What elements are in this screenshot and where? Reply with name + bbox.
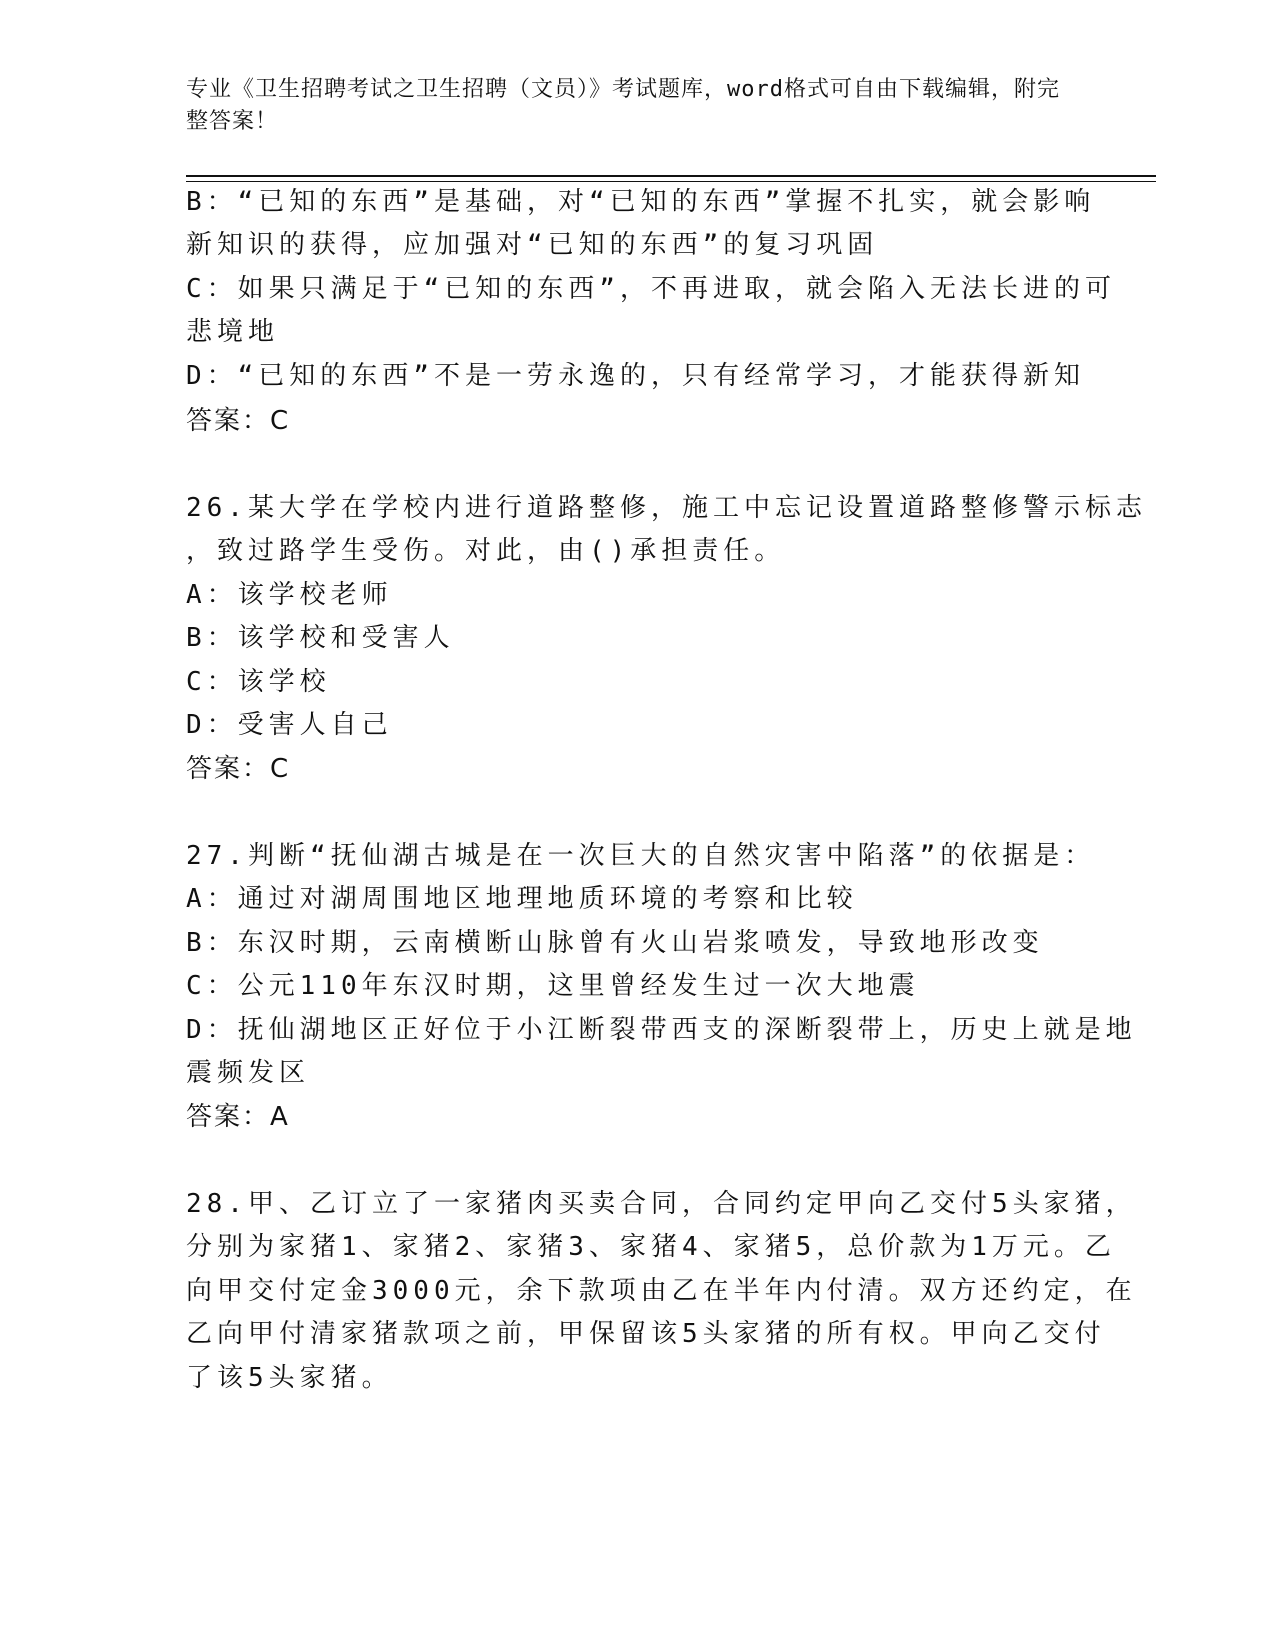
- q25-option-c-line1: C：如果只满足于“已知的东西”，不再进取，就会陷入无法长进的可: [186, 274, 1116, 304]
- q26-option-c: C：该学校: [186, 667, 331, 697]
- q28-stem-line3: 向甲交付定金3000元，余下款项由乙在半年内付清。双方还约定，在: [186, 1276, 1137, 1306]
- q26-option-a: A：该学校老师: [186, 580, 393, 610]
- q26-option-b: B：该学校和受害人: [186, 623, 455, 653]
- q27-option-d-line1: D：抚仙湖地区正好位于小江断裂带西支的深断裂带上，历史上就是地: [186, 1015, 1137, 1045]
- q26-stem-line1: 26.某大学在学校内进行道路整修，施工中忘记设置道路整修警示标志: [186, 493, 1147, 523]
- q25-option-d: D：“已知的东西”不是一劳永逸的，只有经常学习，才能获得新知: [186, 361, 1085, 391]
- q27-option-d-line2: 震频发区: [186, 1058, 311, 1088]
- q26-stem-line2: ，致过路学生受伤。对此，由()承担责任。: [186, 536, 786, 566]
- q25-option-b-line2: 新知识的获得，应加强对“已知的东西”的复习巩固: [186, 230, 879, 260]
- q26-option-d: D：受害人自己: [186, 710, 393, 740]
- q27-option-b: B：东汉时期，云南横断山脉曾有火山岩浆喷发，导致地形改变: [186, 928, 1044, 958]
- q28-stem-line4: 乙向甲付清家猪款项之前，甲保留该5头家猪的所有权。甲向乙交付: [186, 1319, 1106, 1349]
- q27-stem: 27.判断“抚仙湖古城是在一次巨大的自然灾害中陷落”的依据是：: [186, 841, 1096, 871]
- q25-option-b-line1: B：“已知的东西”是基础，对“已知的东西”掌握不扎实，就会影响: [186, 187, 1096, 217]
- q25-answer: 答案：C: [186, 406, 291, 436]
- q27-option-a: A：通过对湖周围地区地理地质环境的考察和比较: [186, 884, 858, 914]
- header-divider-thin: [186, 181, 1156, 182]
- header-divider-thick: [186, 175, 1156, 177]
- q26-answer: 答案：C: [186, 754, 291, 784]
- document-header: 专业《卫生招聘考试之卫生招聘（文员）》考试题库，word格式可自由下载编辑，附完整答案！: [186, 77, 1060, 134]
- q28-stem-line1: 28.甲、乙订立了一家猪肉买卖合同，合同约定甲向乙交付5头家猪，: [186, 1189, 1137, 1219]
- q27-option-c: C：公元110年东汉时期，这里曾经发生过一次大地震: [186, 971, 920, 1001]
- q27-answer: 答案：A: [186, 1102, 290, 1132]
- q28-stem-line5: 了该5头家猪。: [186, 1363, 393, 1393]
- q25-option-c-line2: 悲境地: [186, 317, 280, 347]
- q28-stem-line2: 分别为家猪1、家猪2、家猪3、家猪4、家猪5，总价款为1万元。乙: [186, 1232, 1116, 1262]
